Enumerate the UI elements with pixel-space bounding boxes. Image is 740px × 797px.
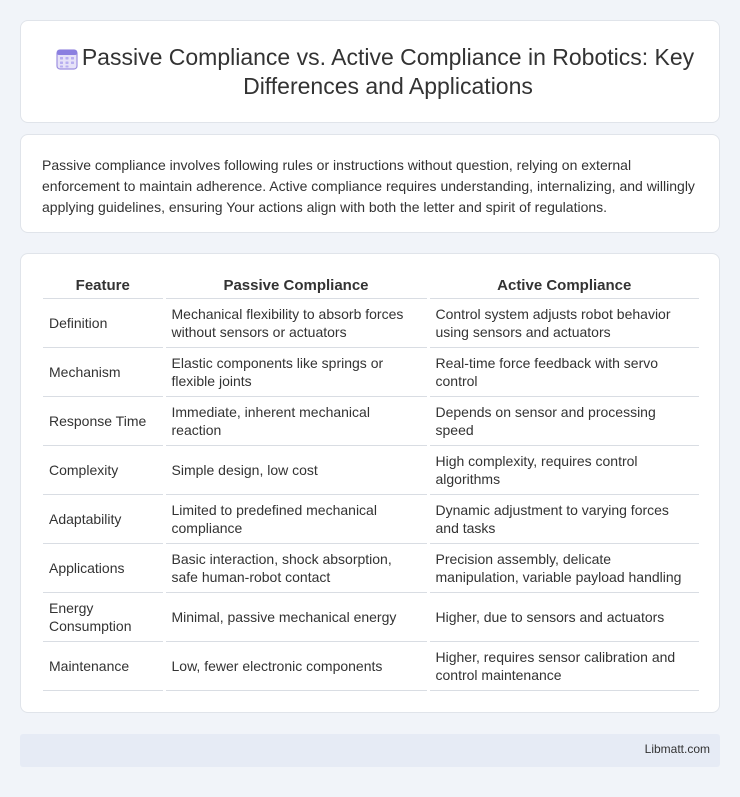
passive-cell: Immediate, inherent mechanical reaction	[164, 396, 428, 445]
active-cell: Precision assembly, delicate manipulation, variable payload handling	[428, 543, 699, 592]
feature-cell: Mechanism	[43, 347, 164, 396]
page-title: Passive Compliance vs. Active Compliance in Robotics: Key Differences and Applications	[81, 43, 695, 99]
intro-card	[20, 134, 720, 233]
passive-cell: Minimal, passive mechanical energy	[164, 592, 428, 641]
passive-cell: Limited to predefined mechanical compliance	[164, 494, 428, 543]
table-row	[43, 445, 699, 494]
table-row	[43, 494, 699, 543]
comparison-table-card	[20, 253, 720, 713]
active-cell: Higher, requires sensor calibration and control maintenance	[428, 641, 699, 690]
feature-cell: Response Time	[43, 396, 164, 445]
table-row	[43, 641, 699, 690]
table-row	[43, 396, 699, 445]
intro-paragraph: Passive compliance involves following rules or instructions without question, relying on external enforcement to maintain adherence. Active compliance requires understanding, internalizing, and willingly applying guidelines, ensuring Your actions align with both the letter and spirit of regulations.	[42, 157, 695, 215]
active-cell: Higher, due to sensors and actuators	[428, 592, 699, 641]
active-cell: Control system adjusts robot behavior using sensors and actuators	[428, 298, 699, 347]
table-row	[43, 347, 699, 396]
title-card	[20, 20, 720, 123]
header-active-compliance: Active Compliance	[428, 274, 699, 298]
passive-cell: Elastic components like springs or flexible joints	[164, 347, 428, 396]
comparison-table	[43, 274, 699, 691]
active-cell: Depends on sensor and processing speed	[428, 396, 699, 445]
header-feature: Feature	[43, 274, 164, 298]
active-cell: Dynamic adjustment to varying forces and tasks	[428, 494, 699, 543]
passive-cell: Mechanical flexibility to absorb forces without sensors or actuators	[164, 298, 428, 347]
feature-cell: Complexity	[43, 445, 164, 494]
table-row	[43, 592, 699, 641]
footer-site-link[interactable]: Libmatt.com	[644, 742, 710, 756]
footer-bar	[20, 734, 720, 767]
feature-cell: Definition	[43, 298, 164, 347]
feature-cell: Maintenance	[43, 641, 164, 690]
feature-cell: Energy Consumption	[43, 592, 164, 641]
passive-cell: Low, fewer electronic components	[164, 641, 428, 690]
active-cell: Real-time force feedback with servo control	[428, 347, 699, 396]
feature-cell: Applications	[43, 543, 164, 592]
table-row	[43, 543, 699, 592]
table-header-row	[43, 274, 699, 298]
header-passive-compliance: Passive Compliance	[164, 274, 428, 298]
passive-cell: Basic interaction, shock absorption, safe human-robot contact	[164, 543, 428, 592]
feature-cell: Adaptability	[43, 494, 164, 543]
table-row	[43, 298, 699, 347]
active-cell: High complexity, requires control algorithms	[428, 445, 699, 494]
passive-cell: Simple design, low cost	[164, 445, 428, 494]
